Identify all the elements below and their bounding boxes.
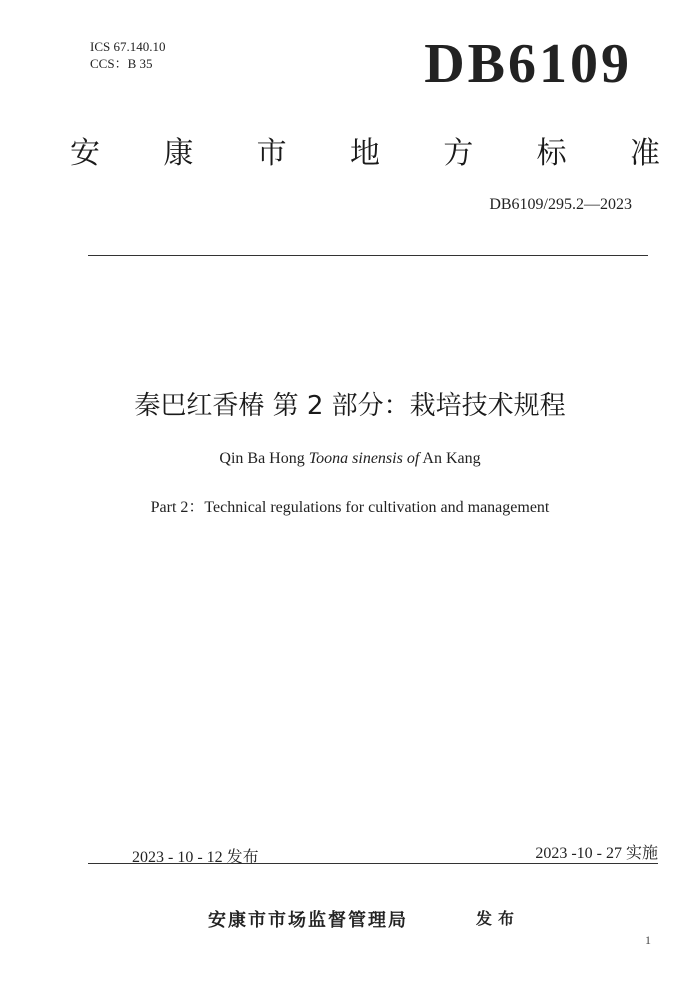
title-char: 标: [536, 136, 567, 171]
standard-number: DB6109/295.2—2023: [489, 196, 632, 213]
title-char: 康: [163, 136, 194, 171]
english-subtitle: Part 2：Technical regulations for cultivation and management: [150, 499, 550, 516]
issue-date: 2023 - 10 - 12 发布: [132, 849, 259, 866]
classification-codes: [90, 38, 165, 72]
title-char: 方: [443, 136, 474, 171]
title-char: 地: [349, 136, 380, 171]
title-char: 准: [629, 136, 660, 171]
publish-label: 发布: [476, 909, 521, 928]
english-title-post: An Kang: [419, 450, 481, 467]
document-title: 秦巴红香椿 第 2 部分：栽培技术规程: [134, 391, 566, 421]
title-char: 安: [70, 136, 100, 171]
standard-type-title: [70, 134, 660, 174]
english-title-species: Toona sinensis of: [308, 450, 420, 467]
title-char: 市: [256, 136, 287, 171]
implementation-date: 2023 -10 - 27 实施: [535, 845, 658, 862]
ccs-code: CCS：B 35: [90, 56, 153, 71]
page-number: 1: [645, 933, 651, 947]
ics-code: ICS 67.140.10: [90, 39, 166, 54]
english-title-pre: Qin Ba Hong: [219, 450, 309, 467]
footer-divider: [88, 863, 658, 864]
english-title: [0, 450, 700, 468]
header-divider: [88, 255, 648, 256]
standard-logo: DB6109: [424, 33, 632, 95]
publisher-name: 安康市市场监督管理局: [208, 910, 408, 931]
